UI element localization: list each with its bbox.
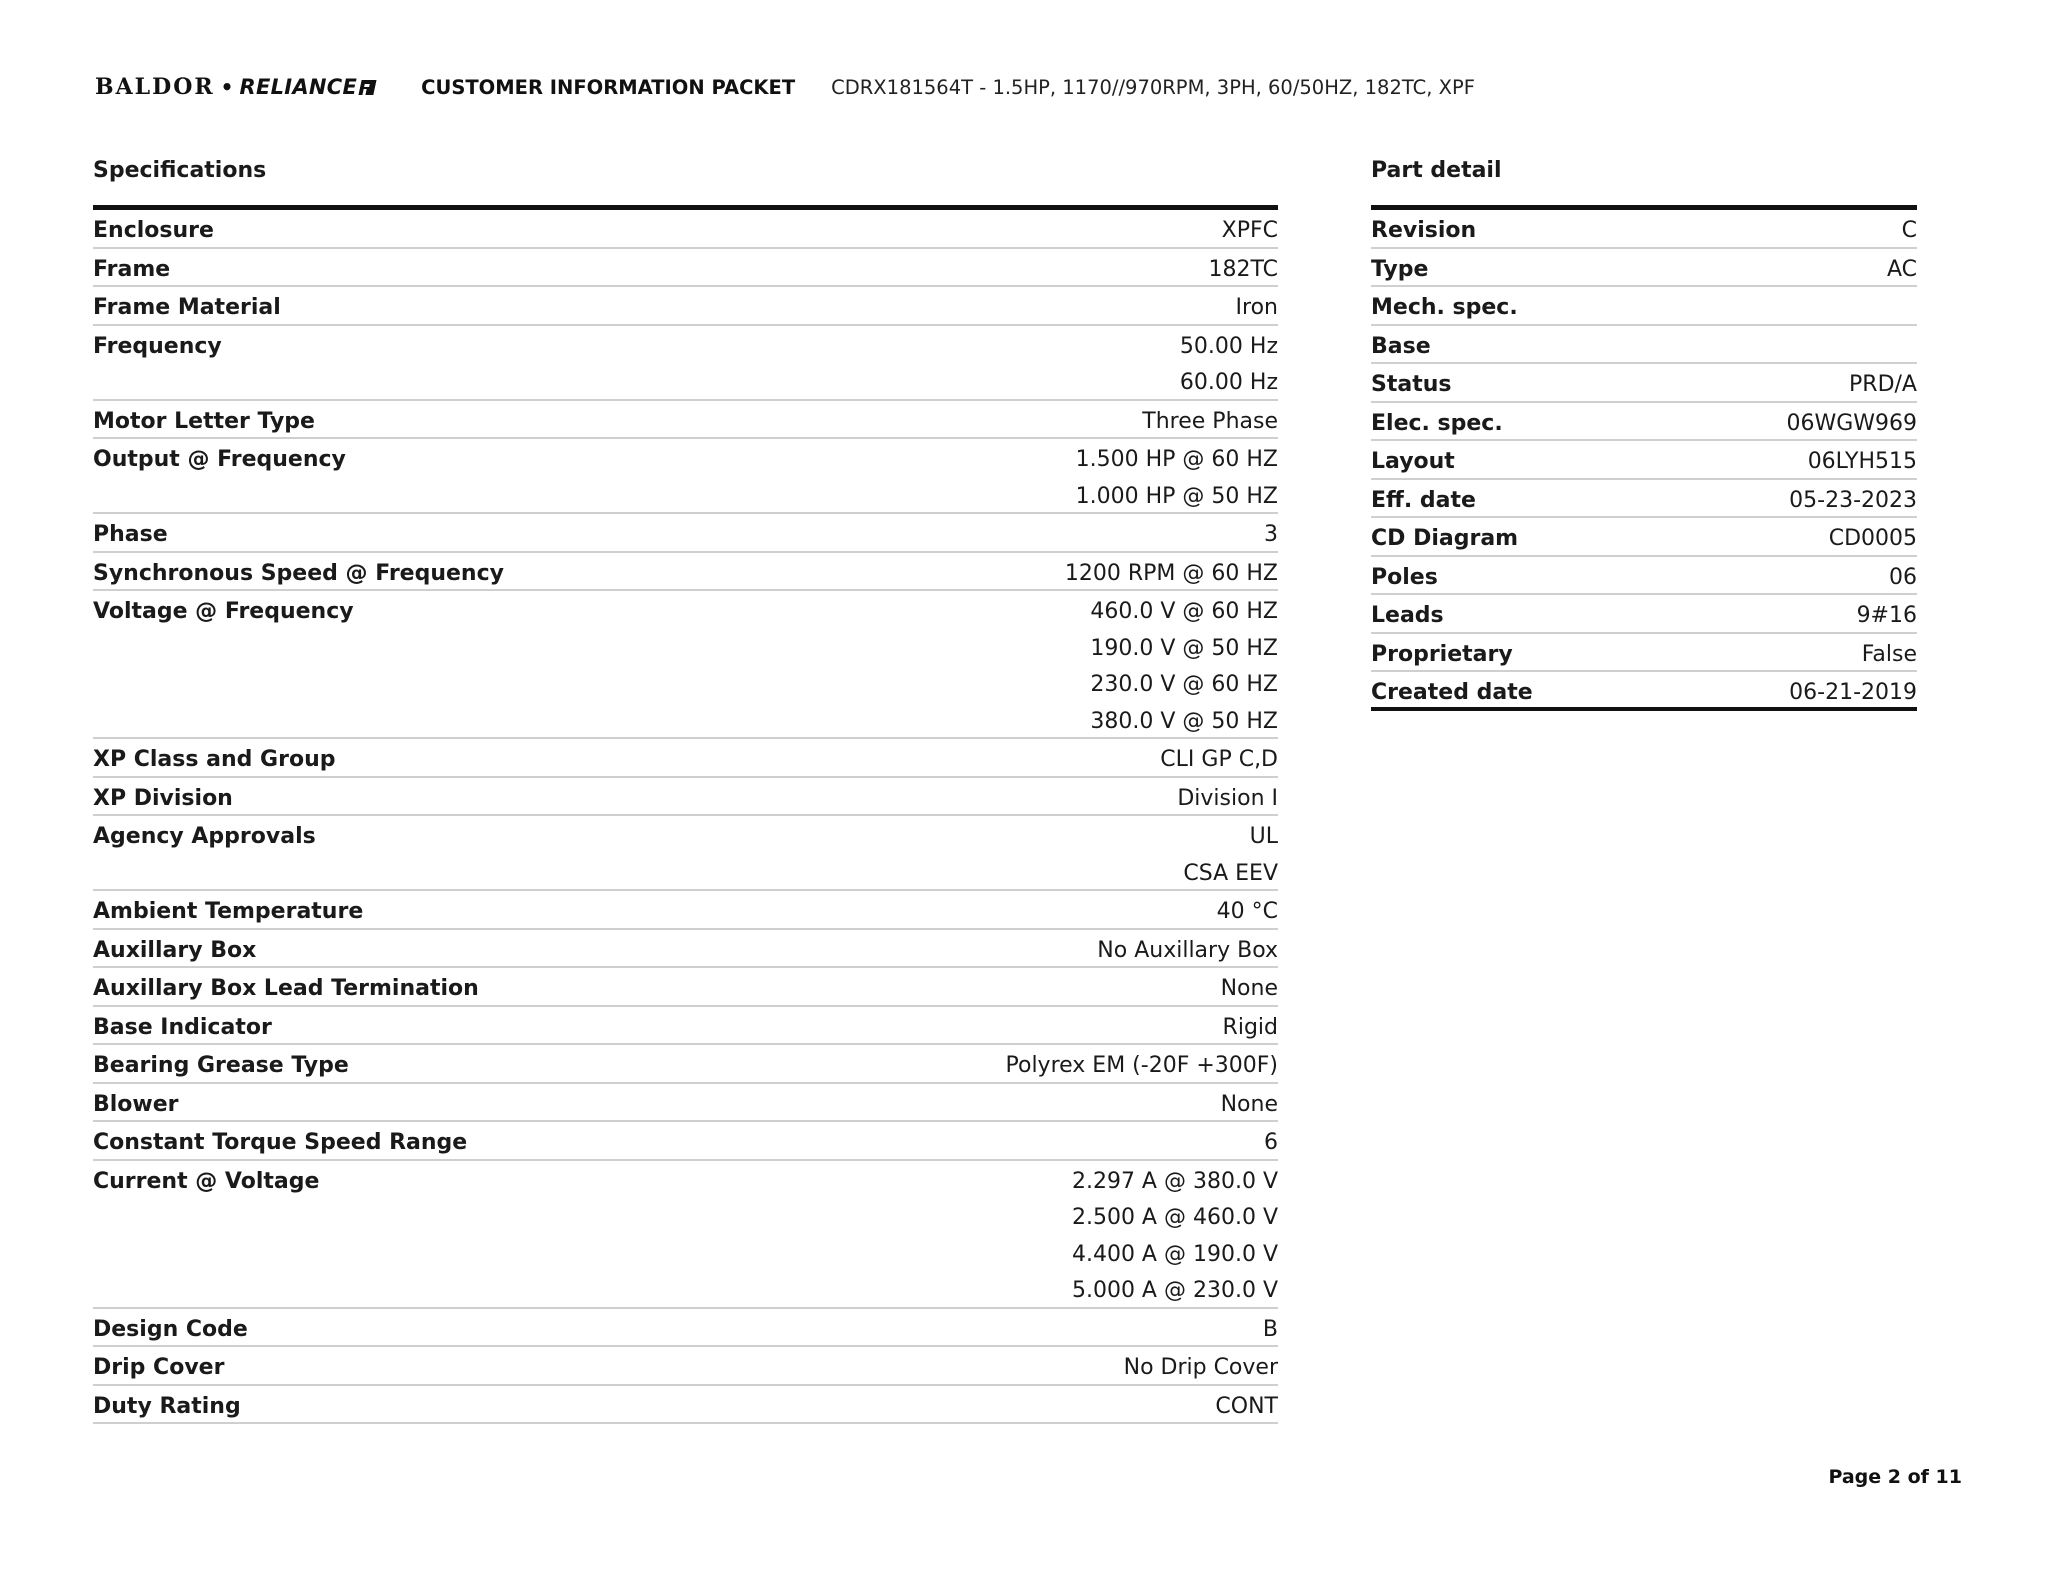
row-values — [1789, 483, 1917, 520]
row-values — [1160, 742, 1278, 779]
page-number: Page 2 of 11 — [1828, 1466, 1962, 1488]
table-row — [93, 326, 1278, 401]
table-row — [93, 1084, 1278, 1123]
table-row — [1371, 557, 1917, 596]
row-values — [1217, 894, 1278, 931]
row-value: CSA EEV — [1183, 860, 1278, 886]
row-value: No Auxillary Box — [1097, 937, 1278, 963]
table-row — [93, 1045, 1278, 1084]
row-value: 5.000 A @ 230.0 V — [1071, 1278, 1278, 1303]
row-value: 50.00 Hz — [1179, 333, 1278, 359]
table-row — [93, 553, 1278, 592]
row-value: 460.0 V @ 60 HZ — [1090, 599, 1278, 624]
row-value: No Drip Cover — [1123, 1355, 1278, 1380]
row-label: Eff. date — [1371, 487, 1476, 513]
row-values — [1264, 517, 1278, 554]
table-row — [1371, 403, 1917, 442]
row-values — [1090, 594, 1278, 740]
row-value: 3 — [1264, 522, 1278, 547]
table-row — [93, 210, 1278, 249]
row-values — [1097, 933, 1278, 970]
row-label: Frequency — [93, 333, 222, 359]
table-row — [93, 891, 1278, 930]
row-value: Iron — [1235, 295, 1278, 320]
part-detail-table — [1371, 205, 1917, 711]
row-value: 182TC — [1208, 256, 1278, 282]
row-label: Status — [1371, 372, 1452, 397]
row-values — [1208, 252, 1278, 289]
row-values — [1889, 560, 1917, 597]
specifications-title: Specifications — [93, 158, 267, 183]
logo-separator: • — [220, 75, 234, 99]
row-label: Agency Approvals — [93, 824, 316, 849]
row-value: 190.0 V @ 50 HZ — [1090, 635, 1278, 661]
row-values — [1221, 971, 1278, 1008]
row-label: Frame — [93, 256, 171, 282]
row-value: PRD/A — [1849, 372, 1917, 397]
table-row — [1371, 595, 1917, 634]
row-values — [1215, 1389, 1278, 1426]
table-row — [93, 1161, 1278, 1309]
row-label: Drip Cover — [93, 1355, 225, 1380]
row-value: 06-21-2019 — [1789, 680, 1917, 705]
row-label: Layout — [1371, 449, 1455, 474]
row-label: Motor Letter Type — [93, 408, 315, 434]
row-value: 380.0 V @ 50 HZ — [1090, 708, 1278, 734]
row-label: Auxillary Box — [93, 937, 257, 963]
row-label: Base Indicator — [93, 1014, 272, 1040]
row-value: CD0005 — [1828, 526, 1917, 551]
row-values — [1006, 1048, 1279, 1085]
row-values — [1183, 819, 1278, 892]
baldor-reliance-logo — [95, 70, 375, 104]
row-label: Design Code — [93, 1316, 248, 1342]
row-values — [1829, 521, 1917, 558]
row-value: 06LYH515 — [1807, 449, 1917, 474]
table-row — [93, 968, 1278, 1007]
logo-text-baldor: BALDOR — [95, 74, 215, 100]
table-row — [93, 930, 1278, 969]
row-label: Frame Material — [93, 295, 281, 320]
row-value: UL — [1249, 824, 1278, 849]
table-row — [93, 816, 1278, 891]
row-values — [1808, 444, 1917, 481]
row-values — [1223, 1010, 1278, 1047]
row-value: 60.00 Hz — [1179, 370, 1278, 395]
table-row — [93, 1386, 1278, 1425]
row-values — [1180, 329, 1278, 402]
row-values — [1076, 442, 1278, 515]
packet-title: CUSTOMER INFORMATION PACKET — [421, 75, 796, 99]
row-label: Created date — [1371, 680, 1533, 705]
table-row — [93, 1309, 1278, 1348]
row-values — [1786, 406, 1917, 443]
row-values — [1142, 404, 1278, 441]
row-value: XPFC — [1221, 218, 1278, 243]
row-value: B — [1262, 1316, 1278, 1342]
row-label: Current @ Voltage — [93, 1168, 320, 1194]
row-label: Blower — [93, 1091, 179, 1117]
table-row — [93, 514, 1278, 553]
row-value: 2.297 A @ 380.0 V — [1071, 1168, 1278, 1194]
row-value: 9#16 — [1856, 603, 1917, 628]
row-label: Phase — [93, 522, 168, 547]
table-row — [93, 739, 1278, 778]
table-row — [93, 1122, 1278, 1161]
row-label: XP Division — [93, 785, 233, 811]
row-value: 230.0 V @ 60 HZ — [1090, 672, 1278, 697]
table-row — [1371, 364, 1917, 403]
row-values — [1849, 367, 1917, 404]
row-value: CLI GP C,D — [1160, 747, 1278, 772]
row-value: None — [1220, 1091, 1278, 1117]
row-values — [1065, 556, 1278, 593]
table-row — [1371, 634, 1917, 673]
row-label: Poles — [1371, 564, 1438, 590]
row-values — [1264, 1125, 1278, 1162]
row-values — [1902, 213, 1917, 250]
row-label: Synchronous Speed @ Frequency — [93, 560, 504, 586]
row-values — [1789, 675, 1917, 712]
row-value: AC — [1886, 256, 1917, 282]
row-value: 4.400 A @ 190.0 V — [1071, 1241, 1278, 1267]
row-label: Constant Torque Speed Range — [93, 1130, 468, 1155]
logo-mark-icon — [359, 80, 377, 95]
table-row — [93, 1007, 1278, 1046]
table-row — [1371, 210, 1917, 249]
row-label: Auxillary Box Lead Termination — [93, 976, 479, 1001]
row-values — [1222, 213, 1278, 250]
row-label: Voltage @ Frequency — [93, 599, 354, 624]
table-row — [93, 401, 1278, 440]
row-value: None — [1220, 976, 1278, 1001]
table-row — [93, 778, 1278, 817]
table-row — [93, 249, 1278, 288]
row-values — [1236, 290, 1278, 327]
row-value: C — [1901, 218, 1917, 243]
table-row — [1371, 326, 1917, 365]
row-value: 1.500 HP @ 60 HZ — [1075, 447, 1278, 472]
row-label: Type — [1371, 256, 1429, 282]
row-label: Mech. spec. — [1371, 295, 1518, 320]
table-row — [93, 287, 1278, 326]
table-row — [93, 591, 1278, 739]
row-value: 1.000 HP @ 50 HZ — [1075, 483, 1278, 509]
row-value: Rigid — [1222, 1014, 1278, 1040]
table-row — [93, 439, 1278, 514]
table-row — [1371, 249, 1917, 288]
row-label: Output @ Frequency — [93, 447, 346, 472]
row-label: Ambient Temperature — [93, 899, 364, 924]
row-value: 40 °C — [1216, 899, 1278, 924]
row-value: Polyrex EM (-20F +300F) — [1005, 1053, 1278, 1078]
row-values — [1124, 1350, 1278, 1387]
logo-text-reliance: RELIANCE — [239, 75, 358, 99]
row-values — [1072, 1164, 1278, 1310]
row-value: 06WGW969 — [1786, 410, 1917, 436]
part-detail-title: Part detail — [1371, 158, 1502, 183]
table-row — [1371, 480, 1917, 519]
row-values — [1221, 1087, 1278, 1124]
row-value: 2.500 A @ 460.0 V — [1071, 1205, 1278, 1230]
row-label: Bearing Grease Type — [93, 1053, 349, 1078]
table-row — [93, 1347, 1278, 1386]
row-label: Base — [1371, 333, 1431, 359]
row-values — [1862, 637, 1917, 674]
row-value: False — [1861, 641, 1917, 667]
specifications-table — [93, 205, 1278, 1424]
row-values — [1857, 598, 1917, 635]
row-value: 05-23-2023 — [1789, 487, 1917, 513]
row-label: Duty Rating — [93, 1393, 241, 1419]
table-row — [1371, 441, 1917, 480]
row-label: Elec. spec. — [1371, 410, 1503, 436]
row-label: CD Diagram — [1371, 526, 1519, 551]
row-label: XP Class and Group — [93, 747, 336, 772]
row-label: Proprietary — [1371, 641, 1513, 667]
row-label: Revision — [1371, 218, 1477, 243]
row-values — [1177, 781, 1278, 818]
row-value: 1200 RPM @ 60 HZ — [1064, 560, 1278, 586]
row-values — [1887, 252, 1917, 289]
row-value: CONT — [1215, 1393, 1278, 1419]
row-label: Enclosure — [93, 218, 214, 243]
row-value: Three Phase — [1142, 408, 1278, 434]
document-header — [95, 70, 1475, 104]
row-value: Division I — [1177, 785, 1278, 811]
row-value: 06 — [1889, 564, 1917, 590]
product-description: CDRX181564T - 1.5HP, 1170//970RPM, 3PH, 60/50HZ, 182TC, XPF — [831, 75, 1475, 99]
table-row — [1371, 518, 1917, 557]
table-row — [1371, 672, 1917, 711]
row-label: Leads — [1371, 603, 1444, 628]
row-values — [1263, 1312, 1278, 1349]
table-row — [1371, 287, 1917, 326]
row-value: 6 — [1264, 1130, 1278, 1155]
